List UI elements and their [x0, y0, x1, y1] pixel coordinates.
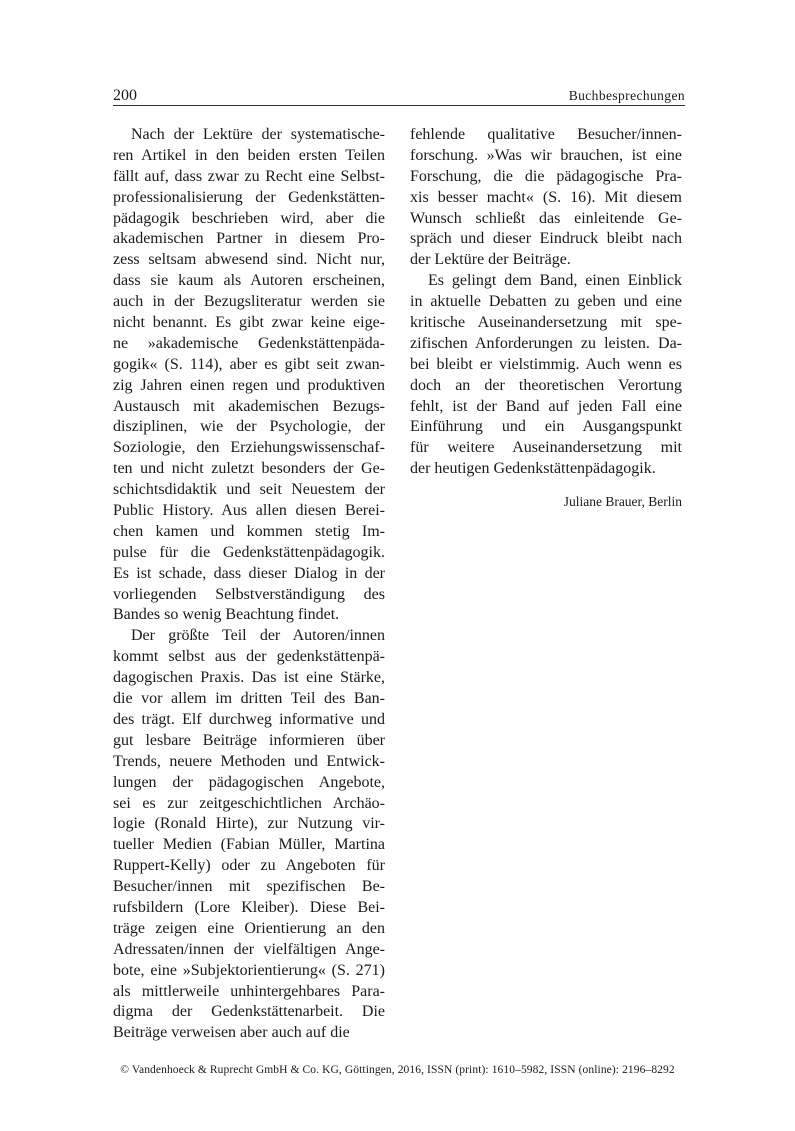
text-line: ne »akademische Gedenkstättenpäda-: [113, 334, 385, 352]
text-line: zess seltsam abwesend sind. Nicht nur,: [113, 251, 385, 269]
text-line: rufsbildern (Lore Kleiber). Diese Bei-: [113, 898, 385, 916]
text-line: pädagogik beschrieben wird, aber die: [113, 209, 385, 227]
text-line: Besucher/innen mit spezifischen Be-: [113, 878, 385, 896]
text-line: kritische Auseinandersetzung mit spe-: [410, 314, 682, 332]
text-line: sei es zur zeitgeschichtlichen Archäo-: [113, 794, 385, 812]
text-line: Wunsch schließt das einleitende Ge-: [410, 209, 682, 227]
text-line: ten und nicht zuletzt besonders der Ge-: [113, 460, 385, 478]
text-line: forschung. »Was wir brauchen, ist eine: [410, 146, 682, 164]
text-line: bote, eine »Subjektorientierung« (S. 271): [113, 961, 385, 979]
text-line: Austausch mit akademischen Bezugs-: [113, 397, 385, 415]
text-line: Public History. Aus allen diesen Berei-: [113, 502, 385, 520]
text-line: dagogischen Praxis. Das ist eine Stärke,: [113, 669, 385, 687]
text-line: Forschung, die die pädagogische Pra-: [410, 167, 682, 185]
text-line: schichtsdidaktik und seit Neuestem der: [113, 481, 385, 499]
text-line: dass sie kaum als Autoren erscheinen,: [113, 272, 385, 290]
text-line: gogik« (S. 114), aber es gibt seit zwan-: [113, 355, 385, 373]
text-line: der heutigen Gedenkstättenpädagogik.: [410, 460, 656, 478]
text-line: die vor allem im dritten Teil des Ban-: [113, 690, 385, 708]
right-column: [410, 125, 682, 480]
page-header: [113, 87, 685, 106]
text-line: der Lektüre der Beiträge.: [410, 251, 571, 269]
text-line: als mittlerweile unhintergehbares Para-: [113, 982, 385, 1000]
text-line: Ruppert-Kelly) oder zu Angeboten für: [113, 857, 385, 875]
text-line: xis besser macht« (S. 16). Mit diesem: [410, 188, 682, 206]
text-line: Beiträge verweisen aber auch auf die: [113, 1024, 350, 1042]
text-line: vorliegenden Selbstverständigung des: [113, 585, 385, 603]
copyright-footer: © Vandenhoeck & Ruprecht GmbH & Co. KG, Göttingen, 2016, ISSN (print): 1610–5982, ISSN (online): 2196–8292: [120, 1064, 675, 1076]
text-line: disziplinen, wie der Psychologie, der: [113, 418, 385, 436]
review-author-signature: Juliane Brauer, Berlin: [563, 494, 682, 509]
page-number: 200: [113, 87, 137, 104]
text-line: logie (Ronald Hirte), zur Nutzung vir-: [113, 815, 385, 833]
text-line: pulse für die Gedenkstättenpädagogik.: [113, 543, 385, 561]
text-line: träge zeigen eine Orientierung an den: [113, 919, 385, 937]
left-column: [113, 125, 385, 1044]
text-line: zig Jahren einen regen und produktiven: [113, 376, 385, 394]
text-line: tueller Medien (Fabian Müller, Martina: [113, 836, 385, 854]
paragraph: [410, 125, 682, 271]
text-line: des trägt. Elf durchweg informative und: [113, 710, 385, 728]
paragraph: [113, 626, 385, 1044]
text-line: akademischen Partner in diesem Pro-: [113, 230, 385, 248]
text-line: Einführung und ein Ausgangspunkt: [410, 418, 682, 436]
running-title: Buchbesprechungen: [568, 88, 685, 103]
text-line: für weitere Auseinandersetzung mit: [410, 439, 682, 457]
text-line: Nach der Lektüre der systematische-: [131, 126, 385, 143]
text-line: chen kamen und kommen stetig Im-: [113, 522, 385, 540]
text-line: zifischen Anforderungen zu leisten. Da-: [410, 334, 682, 352]
text-line: gut lesbare Beiträge informieren über: [113, 731, 385, 749]
text-line: kommt selbst aus der gedenkstättenpä-: [113, 648, 385, 666]
text-line: bei bleibt er vielstimmig. Auch wenn es: [410, 355, 682, 373]
paragraph: [113, 125, 385, 626]
text-line: Adressaten/innen der vielfältigen Ange-: [113, 940, 385, 958]
text-line: Bandes so wenig Beachtung findet.: [113, 606, 340, 624]
text-line: lungen der pädagogischen Angebote,: [113, 773, 385, 791]
paragraph: [410, 271, 682, 480]
text-line: Der größte Teil der Autoren/innen: [131, 627, 385, 645]
text-line: fehlende qualitative Besucher/innen-: [410, 126, 682, 143]
text-line: Soziologie, den Erziehungswissenschaf-: [113, 439, 385, 457]
text-line: in aktuelle Debatten zu geben und eine: [410, 293, 682, 311]
text-line: spräch und dieser Eindruck bleibt nach: [410, 230, 682, 248]
text-line: professionalisierung der Gedenkstätten-: [113, 188, 385, 206]
text-line: fällt auf, dass zwar zu Recht eine Selbst-: [113, 167, 385, 185]
text-line: auch in der Bezugsliteratur werden sie: [113, 293, 385, 311]
text-line: Es ist schade, dass dieser Dialog in der: [113, 564, 385, 582]
text-line: nicht benannt. Es gibt zwar keine eige-: [113, 314, 385, 332]
text-line: Trends, neuere Methoden und Entwick-: [113, 752, 385, 770]
text-line: Es gelingt dem Band, einen Einblick: [428, 272, 682, 290]
text-line: doch an der theoretischen Verortung: [410, 376, 682, 394]
text-line: ren Artikel in den beiden ersten Teilen: [113, 146, 385, 164]
text-line: digma der Gedenkstättenarbeit. Die: [113, 1003, 385, 1021]
text-line: fehlt, ist der Band auf jeden Fall eine: [410, 397, 682, 415]
